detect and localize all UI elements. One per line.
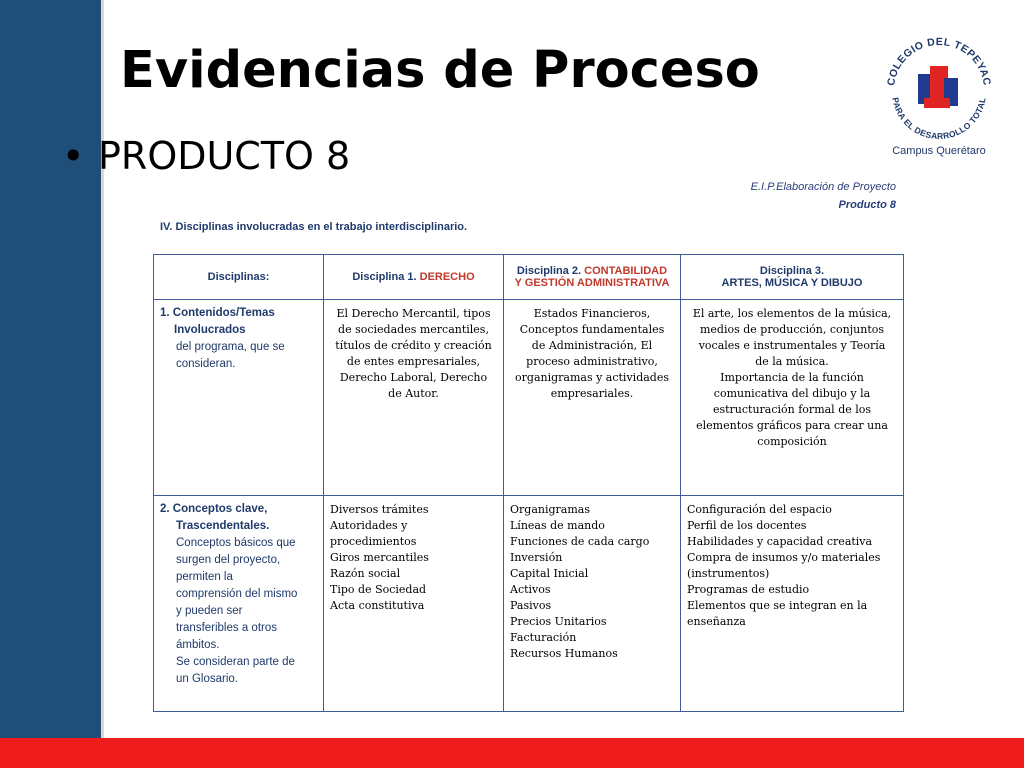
cell-line: Acta constitutiva <box>330 599 425 612</box>
cell-line: medios de producción, conjuntos <box>699 323 885 336</box>
header-disciplina-1 <box>324 255 504 300</box>
cell-line: (instrumentos) <box>687 567 770 580</box>
header-disciplina-3-prefix: Disciplina 3. <box>759 265 825 277</box>
row-head-conceptos-title: 2. Conceptos clave, <box>160 503 268 515</box>
row-head-contenidos-title: 1. Contenidos/Temas <box>160 307 275 319</box>
cell-line: Tipo de Sociedad <box>330 583 427 596</box>
cell-line: Importancia de la función <box>720 371 864 384</box>
header-disciplina-1-name: DERECHO <box>419 271 475 283</box>
row-head-conceptos-desc <box>160 535 319 688</box>
table-header-row <box>154 255 904 300</box>
document-meta-product: Producto 8 <box>838 199 896 211</box>
cell-line: Líneas de mando <box>510 519 605 532</box>
header-disciplinas-label: Disciplinas: <box>207 271 270 283</box>
header-disciplina-3-name: ARTES, MÚSICA Y DIBUJO <box>721 277 863 289</box>
cell-line: Autoridades y <box>330 519 408 532</box>
cell-line: elementos gráficos para crear una <box>696 419 888 432</box>
header-disciplina-2-name-1: CONTABILIDAD <box>584 265 668 277</box>
cell-line: organigramas y actividades <box>515 371 669 384</box>
table-row-contenidos <box>154 300 904 496</box>
cell-line: Capital Inicial <box>510 567 589 580</box>
cell-line: y pueden ser <box>176 605 243 617</box>
cell-line: Derecho Laboral, Derecho <box>339 371 488 384</box>
cell-line: Configuración del espacio <box>687 503 832 516</box>
row-head-conceptos <box>154 496 324 712</box>
cell-contenidos-derecho <box>324 300 504 496</box>
cell-line: Elementos que se integran en la <box>687 599 868 612</box>
bullet-marker: • <box>62 134 85 178</box>
cell-line: Activos <box>510 583 551 596</box>
cell-line: Habilidades y capacidad creativa <box>687 535 873 548</box>
cell-line: Inversión <box>510 551 563 564</box>
cell-conceptos-contabilidad <box>504 496 681 712</box>
header-disciplinas <box>154 255 324 300</box>
cell-line: enseñanza <box>687 615 746 628</box>
cell-line: Facturación <box>510 631 577 644</box>
cell-line: comunicativa del dibujo y la <box>713 387 871 400</box>
cell-line: Organigramas <box>510 503 590 516</box>
cell-line: Se consideran parte de <box>176 656 295 668</box>
cell-line: un Glosario. <box>176 673 239 685</box>
header-disciplina-2-name-2: Y GESTIÓN ADMINISTRATIVA <box>514 277 670 289</box>
cell-line: títulos de crédito y creación <box>335 339 492 352</box>
section-heading: IV. Disciplinas involucradas en el trabajo interdisciplinario. <box>160 221 468 233</box>
cell-line: de la música. <box>755 355 829 368</box>
row-head-contenidos <box>154 300 324 496</box>
bullet-text: PRODUCTO 8 <box>98 134 351 178</box>
cell-contenidos-artes <box>681 300 904 496</box>
document-meta-project: E.I.P.Elaboración de Proyecto <box>750 181 896 193</box>
cell-line: ámbitos. <box>176 639 220 651</box>
cell-line: de Administración, El <box>531 339 653 352</box>
cell-line: Recursos Humanos <box>510 647 618 660</box>
table-row-conceptos <box>154 496 904 712</box>
cell-contenidos-contabilidad <box>504 300 681 496</box>
cell-line: vocales e instrumentales y Teoría <box>698 339 886 352</box>
cell-line: Estados Financieros, <box>533 307 651 320</box>
cell-conceptos-artes <box>681 496 904 712</box>
logo-emblem <box>918 66 958 108</box>
sidebar-divider <box>101 0 104 738</box>
cell-line: permiten la <box>176 571 233 583</box>
logo-campus-label: Campus Querétaro <box>892 145 986 157</box>
cell-line: Precios Unitarios <box>510 615 607 628</box>
cell-conceptos-derecho <box>324 496 504 712</box>
cell-line: composición <box>757 435 827 448</box>
row-head-contenidos-desc-1: del programa, que se <box>176 341 285 353</box>
cell-line: de Autor. <box>388 387 439 400</box>
cell-line: Conceptos básicos que <box>176 537 296 549</box>
header-disciplina-1-prefix: Disciplina 1. <box>352 271 417 283</box>
cell-line: Razón social <box>330 567 401 580</box>
row-head-conceptos-subtitle: Trascendentales. <box>176 520 270 532</box>
row-head-contenidos-desc-2: consideran. <box>176 358 236 370</box>
left-sidebar-band <box>0 0 101 738</box>
row-head-contenidos-subtitle: Involucrados <box>174 324 246 336</box>
header-disciplina-3 <box>681 255 904 300</box>
cell-line: transferibles a otros <box>176 622 277 634</box>
cell-line: El Derecho Mercantil, tipos <box>336 307 491 320</box>
logo-arc-bottom-text: PARA EL DESARROLLO TOTAL <box>890 96 988 142</box>
bullet-item <box>62 131 350 181</box>
disciplines-table <box>153 254 904 712</box>
cell-line: Funciones de cada cargo <box>510 535 650 548</box>
logo-arc-top-text: COLEGIO DEL TEPEYAC <box>885 35 993 87</box>
cell-line: procedimientos <box>330 535 417 548</box>
cell-line: proceso administrativo, <box>526 355 658 368</box>
slide-title: Evidencias de Proceso <box>120 41 760 100</box>
cell-line: Conceptos fundamentales <box>519 323 665 336</box>
cell-line: Compra de insumos y/o materiales <box>687 551 881 564</box>
header-disciplina-2 <box>504 255 681 300</box>
cell-line: de sociedades mercantiles, <box>338 323 489 336</box>
cell-line: Diversos trámites <box>330 503 429 516</box>
cell-line: empresariales. <box>550 387 634 400</box>
cell-line: estructuración formal de los <box>712 403 872 416</box>
cell-line: surgen del proyecto, <box>176 554 281 566</box>
cell-line: Perfil de los docentes <box>687 519 807 532</box>
cell-line: El arte, los elementos de la música, <box>692 307 892 320</box>
cell-line: comprensión del mismo <box>176 588 298 600</box>
cell-line: Giros mercantiles <box>330 551 429 564</box>
college-logo <box>880 28 998 162</box>
footer-bar <box>0 738 1024 768</box>
header-disciplina-2-prefix: Disciplina 2. <box>516 265 582 277</box>
cell-line: Pasivos <box>510 599 552 612</box>
cell-line: Programas de estudio <box>687 583 810 596</box>
cell-line: de entes empresariales, <box>346 355 481 368</box>
